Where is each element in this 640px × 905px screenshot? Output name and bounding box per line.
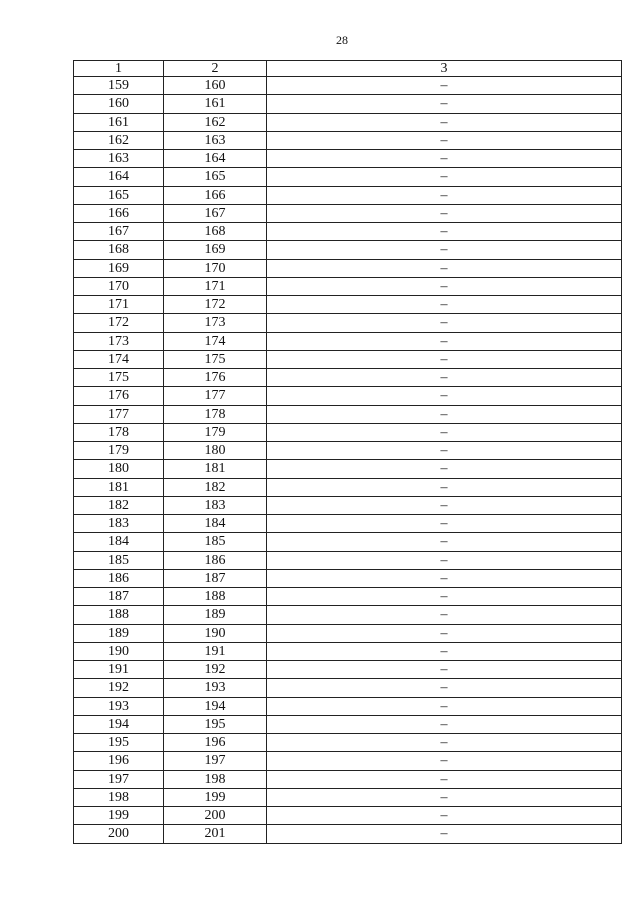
table-row xyxy=(74,186,622,204)
table-cell-col-2: 165 xyxy=(164,168,267,186)
table-row xyxy=(74,661,622,679)
table-cell-col-3: – xyxy=(267,241,622,259)
table-cell-col-3: – xyxy=(267,314,622,332)
table-cell-col-3: – xyxy=(267,77,622,95)
table-cell-col-2: 176 xyxy=(164,369,267,387)
column-header-2: 2 xyxy=(164,61,267,77)
column-header-1: 1 xyxy=(74,61,164,77)
table-cell-col-1: 189 xyxy=(74,624,164,642)
table-cell-col-3: – xyxy=(267,496,622,514)
table-cell-col-2: 173 xyxy=(164,314,267,332)
table-cell-col-3: – xyxy=(267,332,622,350)
table-cell-col-1: 178 xyxy=(74,423,164,441)
table-cell-col-1: 182 xyxy=(74,496,164,514)
table-row xyxy=(74,679,622,697)
table-cell-col-1: 161 xyxy=(74,113,164,131)
table-cell-col-2: 161 xyxy=(164,95,267,113)
table-cell-col-1: 163 xyxy=(74,150,164,168)
table-cell-col-3: – xyxy=(267,113,622,131)
table-cell-col-3: – xyxy=(267,825,622,843)
table-row xyxy=(74,77,622,95)
table-cell-col-3: – xyxy=(267,734,622,752)
table-cell-col-2: 190 xyxy=(164,624,267,642)
table-cell-col-2: 186 xyxy=(164,551,267,569)
table-cell-col-1: 192 xyxy=(74,679,164,697)
table-cell-col-1: 187 xyxy=(74,588,164,606)
table-row xyxy=(74,204,622,222)
table-cell-col-1: 179 xyxy=(74,442,164,460)
table-row xyxy=(74,606,622,624)
table-cell-col-2: 196 xyxy=(164,734,267,752)
table-cell-col-3: – xyxy=(267,223,622,241)
table-row xyxy=(74,807,622,825)
table-row xyxy=(74,569,622,587)
table-cell-col-1: 176 xyxy=(74,387,164,405)
table-row xyxy=(74,350,622,368)
table-row xyxy=(74,515,622,533)
table-cell-col-2: 181 xyxy=(164,460,267,478)
table-cell-col-3: – xyxy=(267,168,622,186)
table-cell-col-1: 174 xyxy=(74,350,164,368)
table-cell-col-2: 169 xyxy=(164,241,267,259)
table-cell-col-1: 200 xyxy=(74,825,164,843)
table-cell-col-3: – xyxy=(267,442,622,460)
table-cell-col-1: 184 xyxy=(74,533,164,551)
table-row xyxy=(74,314,622,332)
table-cell-col-2: 179 xyxy=(164,423,267,441)
table-cell-col-2: 162 xyxy=(164,113,267,131)
table-row xyxy=(74,369,622,387)
table-row xyxy=(74,642,622,660)
table-cell-col-1: 164 xyxy=(74,168,164,186)
table-cell-col-2: 199 xyxy=(164,788,267,806)
table-cell-col-1: 169 xyxy=(74,259,164,277)
table-cell-col-2: 163 xyxy=(164,131,267,149)
table-cell-col-2: 164 xyxy=(164,150,267,168)
table-cell-col-1: 162 xyxy=(74,131,164,149)
table-row xyxy=(74,296,622,314)
table-cell-col-3: – xyxy=(267,387,622,405)
table-cell-col-1: 185 xyxy=(74,551,164,569)
table-cell-col-2: 200 xyxy=(164,807,267,825)
table-row xyxy=(74,496,622,514)
table-cell-col-3: – xyxy=(267,369,622,387)
table-cell-col-2: 195 xyxy=(164,715,267,733)
table-cell-col-3: – xyxy=(267,752,622,770)
table-row xyxy=(74,259,622,277)
table-row xyxy=(74,150,622,168)
table-cell-col-2: 191 xyxy=(164,642,267,660)
table-cell-col-1: 188 xyxy=(74,606,164,624)
table-cell-col-2: 194 xyxy=(164,697,267,715)
table-cell-col-1: 177 xyxy=(74,405,164,423)
table-row xyxy=(74,423,622,441)
table-row xyxy=(74,551,622,569)
table-cell-col-1: 170 xyxy=(74,277,164,295)
table-row xyxy=(74,387,622,405)
table-cell-col-2: 177 xyxy=(164,387,267,405)
table-cell-col-1: 171 xyxy=(74,296,164,314)
table-row xyxy=(74,95,622,113)
table-cell-col-1: 196 xyxy=(74,752,164,770)
table-cell-col-1: 180 xyxy=(74,460,164,478)
table-cell-col-3: – xyxy=(267,533,622,551)
table-cell-col-1: 186 xyxy=(74,569,164,587)
table-cell-col-3: – xyxy=(267,405,622,423)
table-cell-col-3: – xyxy=(267,661,622,679)
table-cell-col-3: – xyxy=(267,204,622,222)
table-cell-col-1: 193 xyxy=(74,697,164,715)
table-cell-col-3: – xyxy=(267,642,622,660)
table-row xyxy=(74,533,622,551)
table-cell-col-3: – xyxy=(267,551,622,569)
table-row xyxy=(74,332,622,350)
table-cell-col-3: – xyxy=(267,788,622,806)
table-row xyxy=(74,825,622,843)
table-cell-col-2: 175 xyxy=(164,350,267,368)
table-row xyxy=(74,460,622,478)
table-cell-col-1: 183 xyxy=(74,515,164,533)
table-cell-col-1: 172 xyxy=(74,314,164,332)
table-row xyxy=(74,131,622,149)
table-cell-col-1: 168 xyxy=(74,241,164,259)
table-header-row xyxy=(74,61,622,77)
table-cell-col-1: 165 xyxy=(74,186,164,204)
table-cell-col-2: 166 xyxy=(164,186,267,204)
page-number: 28 xyxy=(336,33,348,47)
table-cell-col-3: – xyxy=(267,715,622,733)
table-cell-col-2: 185 xyxy=(164,533,267,551)
table-row xyxy=(74,478,622,496)
table-cell-col-1: 195 xyxy=(74,734,164,752)
table-row xyxy=(74,405,622,423)
table-row xyxy=(74,697,622,715)
table-cell-col-3: – xyxy=(267,460,622,478)
table-row xyxy=(74,770,622,788)
table-row xyxy=(74,442,622,460)
table-cell-col-1: 173 xyxy=(74,332,164,350)
table-cell-col-3: – xyxy=(267,150,622,168)
table-row xyxy=(74,752,622,770)
table-cell-col-2: 184 xyxy=(164,515,267,533)
table-row xyxy=(74,588,622,606)
table-cell-col-3: – xyxy=(267,296,622,314)
table-cell-col-2: 193 xyxy=(164,679,267,697)
table-cell-col-2: 182 xyxy=(164,478,267,496)
table-cell-col-3: – xyxy=(267,131,622,149)
table-cell-col-3: – xyxy=(267,697,622,715)
table-cell-col-2: 172 xyxy=(164,296,267,314)
table-cell-col-2: 198 xyxy=(164,770,267,788)
table-cell-col-2: 187 xyxy=(164,569,267,587)
table-cell-col-1: 190 xyxy=(74,642,164,660)
table-cell-col-3: – xyxy=(267,606,622,624)
table-cell-col-1: 166 xyxy=(74,204,164,222)
table-cell-col-2: 170 xyxy=(164,259,267,277)
table-cell-col-3: – xyxy=(267,95,622,113)
table-cell-col-3: – xyxy=(267,277,622,295)
table-cell-col-3: – xyxy=(267,624,622,642)
table-cell-col-2: 188 xyxy=(164,588,267,606)
table-row xyxy=(74,223,622,241)
table-body xyxy=(74,77,622,844)
table-cell-col-2: 167 xyxy=(164,204,267,222)
table-cell-col-3: – xyxy=(267,350,622,368)
table-cell-col-1: 197 xyxy=(74,770,164,788)
table-cell-col-1: 167 xyxy=(74,223,164,241)
table-cell-col-2: 160 xyxy=(164,77,267,95)
table-cell-col-2: 180 xyxy=(164,442,267,460)
table-cell-col-3: – xyxy=(267,679,622,697)
table-cell-col-1: 159 xyxy=(74,77,164,95)
table-cell-col-1: 175 xyxy=(74,369,164,387)
table-cell-col-2: 168 xyxy=(164,223,267,241)
table-row xyxy=(74,168,622,186)
table-row xyxy=(74,113,622,131)
table-row xyxy=(74,624,622,642)
table-row xyxy=(74,277,622,295)
table-cell-col-3: – xyxy=(267,770,622,788)
table-row xyxy=(74,788,622,806)
table-cell-col-1: 191 xyxy=(74,661,164,679)
table-cell-col-1: 194 xyxy=(74,715,164,733)
table-cell-col-2: 174 xyxy=(164,332,267,350)
table-cell-col-3: – xyxy=(267,478,622,496)
table-row xyxy=(74,715,622,733)
table-cell-col-3: – xyxy=(267,186,622,204)
table-cell-col-2: 178 xyxy=(164,405,267,423)
table-cell-col-3: – xyxy=(267,588,622,606)
table-cell-col-1: 181 xyxy=(74,478,164,496)
table-row xyxy=(74,241,622,259)
table-cell-col-2: 189 xyxy=(164,606,267,624)
table-cell-col-2: 201 xyxy=(164,825,267,843)
table-cell-col-3: – xyxy=(267,259,622,277)
table-row xyxy=(74,734,622,752)
table-cell-col-3: – xyxy=(267,423,622,441)
column-header-3: 3 xyxy=(267,61,622,77)
table-cell-col-1: 160 xyxy=(74,95,164,113)
table-cell-col-2: 192 xyxy=(164,661,267,679)
data-table xyxy=(73,60,622,844)
table-cell-col-2: 183 xyxy=(164,496,267,514)
table-cell-col-3: – xyxy=(267,515,622,533)
table-cell-col-2: 171 xyxy=(164,277,267,295)
table-cell-col-1: 199 xyxy=(74,807,164,825)
table-cell-col-2: 197 xyxy=(164,752,267,770)
table-cell-col-3: – xyxy=(267,807,622,825)
table-cell-col-1: 198 xyxy=(74,788,164,806)
table-cell-col-3: – xyxy=(267,569,622,587)
